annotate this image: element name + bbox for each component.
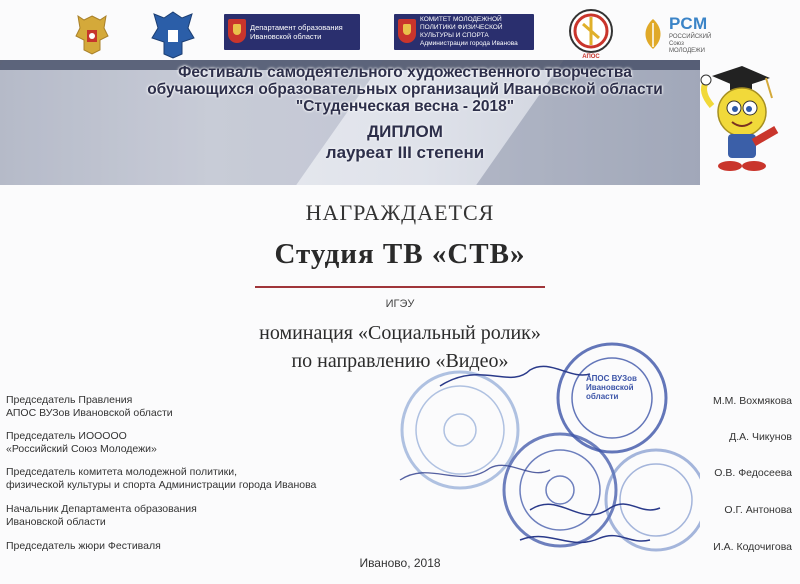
- ministry-emblem-logo: [148, 8, 198, 60]
- rsm-leaf-icon: [640, 17, 666, 51]
- ivanovo-crest-icon: [228, 19, 246, 43]
- festival-title-line3: "Студенческая весна - 2018": [295, 98, 515, 115]
- signatory-title-line1: Председатель комитета молодежной политики,: [6, 466, 237, 478]
- apos-logo: [566, 6, 616, 62]
- signatory-name: О.В. Федосеева: [714, 467, 792, 479]
- rsm-title: РСМ: [669, 13, 708, 33]
- education-department-logo: [224, 14, 360, 50]
- diploma-degree: лауреат III степени: [325, 143, 485, 162]
- diploma-heading: ДИПЛОМ: [367, 122, 443, 141]
- signatory-title: [6, 503, 197, 529]
- education-department-label: Департамент образования Ивановской области: [250, 23, 343, 41]
- signatory-title: [6, 466, 316, 492]
- nomination-text: номинация «Социальный ролик»: [259, 322, 541, 344]
- signatory-title-line1: Председатель жюри Фестиваля: [6, 540, 161, 552]
- signatory-title-line2: «Российский Союз Молодежи»: [6, 443, 157, 455]
- direction-text: по направлению «Видео»: [291, 350, 509, 372]
- organization-name: ИГЭУ: [385, 298, 415, 310]
- recipient-underline: [255, 286, 545, 288]
- signatory-title-line2: АПОС ВУЗов Ивановской области: [6, 407, 173, 419]
- rsm-logo: [640, 12, 730, 56]
- official-stamps-icon: [380, 340, 700, 570]
- rsm-subtitle: РОССИЙСКИЙ Союз МОЛОДЕЖИ: [669, 33, 712, 54]
- graduate-mascot-icon: [690, 62, 790, 182]
- signatory-title: [6, 430, 157, 456]
- signatory-name: И.А. Кодочигова: [713, 541, 792, 553]
- stamp-text: АПОС ВУЗов Ивановской области: [586, 374, 637, 401]
- stamps-area: [380, 340, 700, 575]
- russia-coat-of-arms-logo: [72, 10, 112, 58]
- youth-committee-label: КОМИТЕТ МОЛОДЕЖНОЙ ПОЛИТИКИ ФИЗИЧЕСКОЙ КУЛЬТУРЫ И СПОРТА Администрации города Иванова: [420, 16, 518, 47]
- signatory-name: Д.А. Чикунов: [729, 431, 792, 443]
- signatory-title: [6, 394, 173, 420]
- apos-emblem-icon: [568, 8, 614, 54]
- logos-row: [0, 4, 800, 64]
- double-headed-eagle-icon: [72, 10, 112, 58]
- mascot-image: [690, 62, 790, 187]
- awarded-heading: НАГРАЖДАЕТСЯ: [305, 200, 495, 225]
- festival-title: [140, 64, 670, 115]
- youth-committee-logo: [394, 14, 534, 50]
- signatory-title-line2: физической культуры и спорта Администрации города Иванова: [6, 479, 317, 491]
- festival-title-line1: Фестиваль самодеятельного художественного творчества: [178, 64, 632, 81]
- ministry-eagle-icon: [148, 8, 198, 60]
- signatory-name: О.Г. Антонова: [724, 504, 792, 516]
- city-year: Иваново, 2018: [359, 556, 441, 570]
- ivanovo-crest-icon: [398, 19, 416, 43]
- signatory-title-line2: Ивановской области: [6, 516, 106, 528]
- apos-label: АПОС: [582, 54, 600, 60]
- signatory-title-line1: Председатель ИООООО: [6, 430, 127, 442]
- signatory-name: М.М. Вохмякова: [713, 395, 792, 407]
- festival-title-line2: обучающихся образовательных организаций Ивановской области: [147, 81, 663, 98]
- signatory-title-line1: Председатель Правления: [6, 394, 133, 406]
- signatory-title: [6, 540, 161, 553]
- recipient-name: Студия ТВ «СТВ»: [274, 238, 526, 270]
- signatory-title-line1: Начальник Департамента образования: [6, 503, 197, 515]
